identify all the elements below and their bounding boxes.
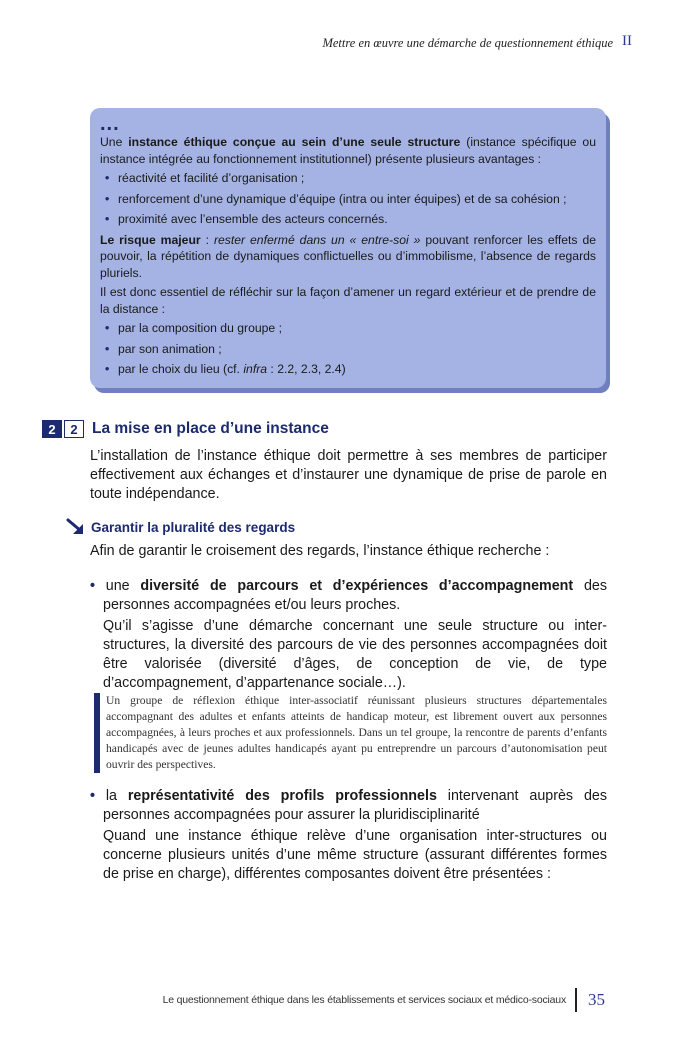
list-item: • renforcement d’une dynamique d’équipe (intra ou inter équipes) et de sa cohésion ; xyxy=(105,191,567,206)
box-paragraph-distance: Il est donc essentiel de réfléchir sur la façon d’amener un regard extérieur et de prendre de la distance : xyxy=(100,285,596,316)
bullet-diversity: • une diversité de parcours et d’expériences d’accompagnement des personnes accompagnées et/ou leurs proches. xyxy=(90,578,607,613)
chapter-numeral: II xyxy=(622,33,632,49)
highlight-box xyxy=(90,108,606,388)
list-item: • par le choix du lieu (cf. infra : 2.2, 2.3, 2.4) xyxy=(105,362,346,376)
means-list xyxy=(105,320,596,378)
bullet-icon: • xyxy=(105,171,110,185)
running-header: Mettre en œuvre une démarche de questionnement éthique xyxy=(322,36,613,50)
example-quote xyxy=(94,693,607,773)
section-intro: L’installation de l’instance éthique doit permettre à ses membres de participer effectivement aux échanges et d’instaurer une dynamique de prise de parole en toute indépendance. xyxy=(90,448,607,502)
subsection-intro: Afin de garantir le croisement des regards, l’instance éthique recherche : xyxy=(90,543,550,559)
representativity-detail: Quand une instance éthique relève d’une organisation inter-structures ou concerne plusieurs unités d’une même structure (assurant différentes formes de prise en charge), différentes composantes doivent être présentées : xyxy=(103,828,607,882)
bullet-icon: • xyxy=(105,212,110,226)
bullet-representativity: • la représentativité des profils professionnels intervenant auprès des personnes accompagnées pour assurer la pluridisciplinarité xyxy=(90,788,607,823)
bullet-icon: • xyxy=(105,341,110,356)
bullet-icon: • xyxy=(90,788,96,804)
arrow-down-right-icon xyxy=(66,518,86,536)
bullet-icon: • xyxy=(105,362,110,376)
list-item: • réactivité et facilité d’organisation ; xyxy=(105,171,305,185)
section-number-minor: 2 xyxy=(64,420,84,438)
footer-divider xyxy=(575,988,577,1012)
advantages-list xyxy=(105,170,596,228)
bullet-icon: • xyxy=(105,191,110,206)
subsection-heading xyxy=(66,518,295,536)
page-number: 35 xyxy=(588,990,605,1009)
quote-text: Un groupe de réflexion éthique inter-associatif réunissant plusieurs structures départementales accompagnant des adultes et enfants atteints de handicap moteur, est librement ouvert aux personnes accompagnées, à leurs proches et aux professionnels. Dans un tel groupe, la rencontre de parents d’enfants handicapés avec de jeunes adultes handicapés ayant pu entreprendre un parcours d’autonomisation peut ouvrir des perspectives. xyxy=(106,694,607,771)
quote-bar xyxy=(94,693,100,773)
box-paragraph-risk: Le risque majeur : rester enfermé dans un « entre-soi » pouvant renforcer les effets de pouvoir, la répétition de dynamiques conflictuelles ou d’immobilisme, l’absence de regards pluriels. xyxy=(100,232,596,280)
section-title: La mise en place d’une instance xyxy=(92,420,329,437)
bullet-icon: • xyxy=(105,321,110,335)
footer-title: Le questionnement éthique dans les établissements et services sociaux et médico-sociaux xyxy=(162,994,566,1006)
section-heading xyxy=(42,420,329,438)
list-item: • proximité avec l’ensemble des acteurs concernés. xyxy=(105,212,388,226)
list-item: • par la composition du groupe ; xyxy=(105,321,282,335)
bullet-icon: • xyxy=(90,578,96,594)
box-paragraph-structure: Une instance éthique conçue au sein d’une seule structure (instance spécifique ou instance intégrée au fonctionnement institutionnel) présente plusieurs avantages : xyxy=(100,135,596,166)
list-item: • par son animation ; xyxy=(105,341,222,356)
continuation-ellipsis: ... xyxy=(100,113,120,135)
section-number-major: 2 xyxy=(42,420,62,438)
subsection-title: Garantir la pluralité des regards xyxy=(91,519,296,535)
diversity-detail: Qu’il s’agisse d’une démarche concernant une seule structure ou inter-structures, la diversité des parcours de vie des personnes accompagnées doit être valorisée (diversité d’âges, de conception de vie, de type d’accompagnement, d’appartenance sociale…). xyxy=(103,618,607,691)
